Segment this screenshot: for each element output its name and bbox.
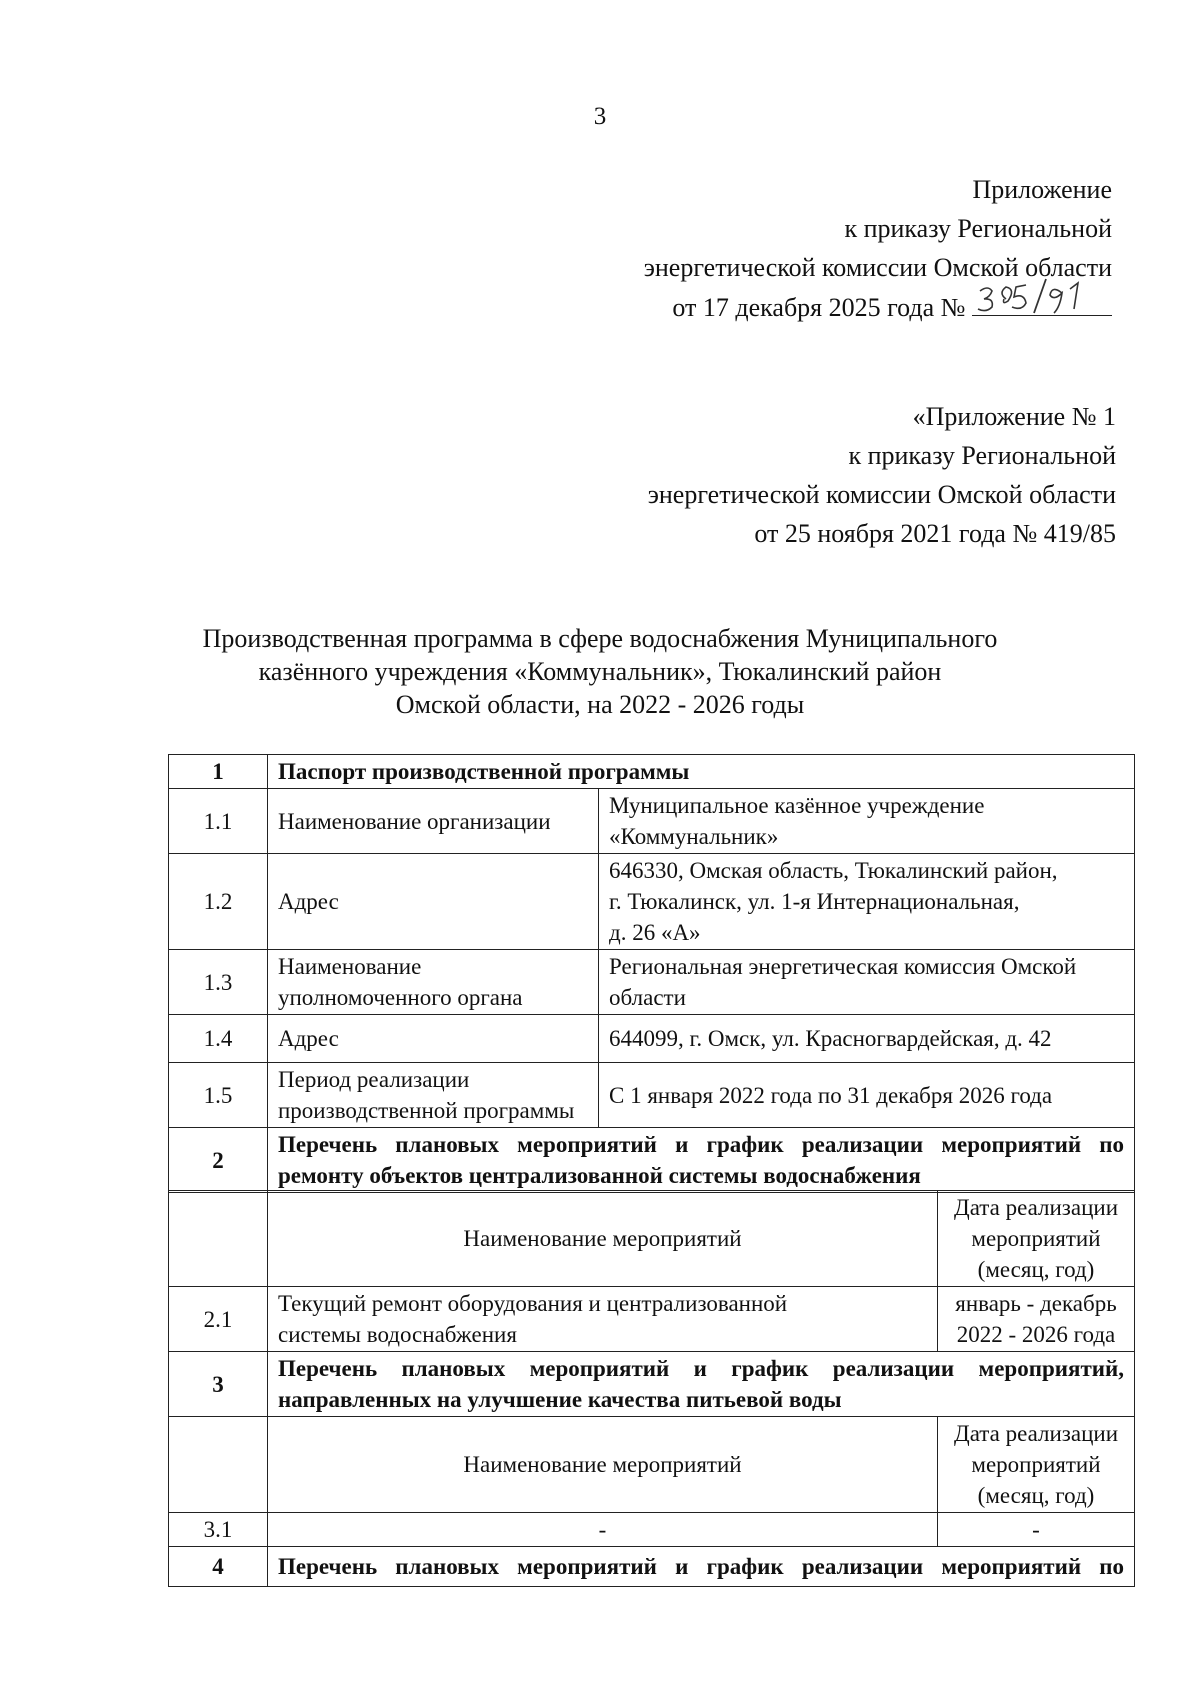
header-line: Дата реализации (954, 1421, 1118, 1446)
table-row (169, 1287, 1135, 1352)
row-value (599, 950, 1135, 1015)
appendix-line: от 25 ноября 2021 года № 419/85 (754, 519, 1116, 548)
appendix-header-original (648, 397, 1116, 553)
row-number: 2.1 (169, 1287, 268, 1352)
title-line: Перечень плановых мероприятий и график реализации мероприятий, (278, 1356, 1124, 1381)
section-number: 2 (169, 1128, 268, 1193)
row-label: Наименование организации (268, 789, 599, 854)
production-program-table (168, 754, 1135, 1193)
row-label (268, 1063, 599, 1128)
label-line: уполномоченного органа (278, 985, 523, 1010)
table-row (169, 854, 1135, 950)
title-line: Омской области, на 2022 - 2026 годы (395, 690, 805, 719)
table-row (169, 1063, 1135, 1128)
document-title (0, 622, 1200, 721)
column-header-name: Наименование мероприятий (268, 1417, 938, 1513)
header-line: (месяц, год) (977, 1257, 1095, 1282)
title-line: казённого учреждения «Коммунальник», Тюкалинский район (258, 657, 942, 686)
appendix-line: «Приложение № 1 (912, 402, 1116, 431)
handwritten-order-number (972, 287, 1112, 316)
section-title: Паспорт производственной программы (268, 755, 1135, 789)
row-number: 1.1 (169, 789, 268, 854)
label-line: Период реализации (278, 1067, 470, 1092)
row-value (599, 789, 1135, 854)
title-line: Производственная программа в сфере водоснабжения Муниципального (202, 624, 998, 653)
row-value (599, 854, 1135, 950)
row-number: 1.3 (169, 950, 268, 1015)
table-header-row (169, 1191, 1135, 1287)
row-label: Адрес (268, 854, 599, 950)
title-line: ремонту объектов централизованной системы водоснабжения (278, 1163, 921, 1188)
appendix-line: к приказу Региональной (844, 214, 1112, 243)
section-row (169, 755, 1135, 789)
section-number: 1 (169, 755, 268, 789)
date-line: 2022 - 2026 года (956, 1322, 1116, 1347)
table-row (169, 950, 1135, 1015)
table-row (169, 1513, 1135, 1547)
section-title (268, 1547, 1135, 1587)
row-number: 1.5 (169, 1063, 268, 1128)
table-row (169, 1015, 1135, 1063)
value-line: «Коммунальник» (609, 824, 779, 849)
value-line: Региональная энергетическая комиссия Омской (609, 954, 1077, 979)
label-line: Наименование (278, 954, 422, 979)
value-line: г. Тюкалинск, ул. 1-я Интернациональная, (609, 889, 1020, 914)
row-value: 644099, г. Омск, ул. Красногвардейская, д. 42 (599, 1015, 1135, 1063)
value-line: Муниципальное казённое учреждение (609, 793, 985, 818)
row-number: 1.4 (169, 1015, 268, 1063)
activity-date: - (938, 1513, 1135, 1547)
appendix-line: к приказу Региональной (848, 441, 1116, 470)
column-header-name: Наименование мероприятий (268, 1191, 938, 1287)
handwritten-number-signature (972, 273, 1112, 317)
title-line: Перечень плановых мероприятий и график реализации мероприятий по (278, 1132, 1124, 1157)
empty-cell (169, 1191, 268, 1287)
header-line: мероприятий (971, 1226, 1101, 1251)
row-number: 1.2 (169, 854, 268, 950)
section-title (268, 1128, 1135, 1193)
header-line: Дата реализации (954, 1195, 1118, 1220)
date-line: январь - декабрь (955, 1291, 1117, 1316)
appendix-line: Приложение (972, 175, 1112, 204)
value-line: области (609, 985, 686, 1010)
appendix-header-current (644, 170, 1112, 327)
header-line: мероприятий (971, 1452, 1101, 1477)
value-line: 646330, Омская область, Тюкалинский район, (609, 858, 1058, 883)
title-line: направленных на улучшение качества питьевой воды (278, 1387, 842, 1412)
section-row (169, 1547, 1135, 1587)
section-number: 4 (169, 1547, 268, 1587)
activities-table (168, 1190, 1135, 1587)
value-line: д. 26 «А» (609, 920, 701, 945)
name-line: Текущий ремонт оборудования и централизованной (278, 1291, 788, 1316)
empty-cell (169, 1417, 268, 1513)
row-number: 3.1 (169, 1513, 268, 1547)
title-line: Перечень плановых мероприятий и график реализации мероприятий по (278, 1554, 1124, 1579)
section-title (268, 1352, 1135, 1417)
row-value: С 1 января 2022 года по 31 декабря 2026 года (599, 1063, 1135, 1128)
activity-name: - (268, 1513, 938, 1547)
section-number: 3 (169, 1352, 268, 1417)
activity-date (938, 1287, 1135, 1352)
section-row (169, 1128, 1135, 1193)
label-line: производственной программы (278, 1098, 575, 1123)
column-header-date (938, 1191, 1135, 1287)
header-line: (месяц, год) (977, 1483, 1095, 1508)
name-line: системы водоснабжения (278, 1322, 517, 1347)
appendix-line: энергетической комиссии Омской области (643, 253, 1112, 282)
page-number: 3 (593, 103, 607, 130)
row-label: Адрес (268, 1015, 599, 1063)
table-row (169, 789, 1135, 854)
column-header-date (938, 1417, 1135, 1513)
table-header-row (169, 1417, 1135, 1513)
activity-name (268, 1287, 938, 1352)
order-date-number-line (644, 287, 1112, 327)
section-row (169, 1352, 1135, 1417)
appendix-line: энергетической комиссии Омской области (647, 480, 1116, 509)
row-label (268, 950, 599, 1015)
order-date-text: от 17 декабря 2025 года № (672, 293, 966, 322)
